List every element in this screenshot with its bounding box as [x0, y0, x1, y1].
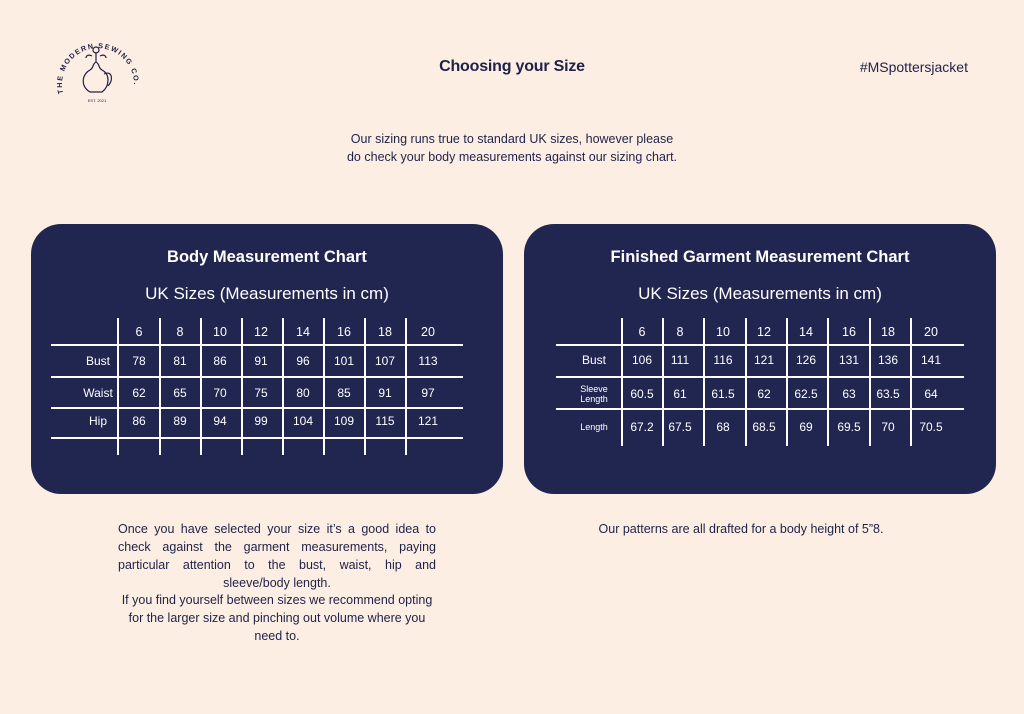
measurement-cell: 86	[132, 414, 146, 428]
table-col-divider	[323, 318, 325, 455]
measurement-cell: 69	[799, 420, 813, 434]
size-header: 6	[135, 325, 143, 339]
table-col-divider	[282, 318, 284, 455]
measurement-cell: 85	[337, 386, 351, 400]
row-label: Length	[580, 422, 608, 432]
measurement-cell: 63	[842, 387, 856, 401]
table-row-divider	[556, 408, 964, 410]
table-col-divider	[159, 318, 161, 455]
measurement-cell: 62	[132, 386, 146, 400]
table-col-divider	[117, 318, 119, 455]
measurement-cell: 91	[378, 386, 392, 400]
measurement-cell: 67.2	[630, 420, 654, 434]
measurement-cell: 69.5	[837, 420, 861, 434]
garment-measurement-table	[524, 224, 996, 494]
measurement-cell: 68	[716, 420, 730, 434]
measurement-cell: 104	[292, 414, 314, 428]
size-header: 16	[842, 325, 856, 339]
measurement-cell: 111	[670, 353, 690, 367]
measurement-cell: 61	[673, 387, 687, 401]
size-header: 14	[799, 325, 813, 339]
measurement-cell: 121	[417, 414, 439, 428]
measurement-cell: 64	[924, 387, 938, 401]
table-row-divider	[51, 376, 463, 378]
measurement-cell: 70.5	[919, 420, 943, 434]
table-col-divider	[662, 318, 664, 446]
garment-chart-title: Finished Garment Measurement Chart	[610, 248, 910, 266]
measurement-cell: 62.5	[794, 387, 818, 401]
row-label: Hip	[88, 414, 108, 428]
measurement-cell: 94	[213, 414, 227, 428]
body-chart-title: Body Measurement Chart	[167, 248, 367, 266]
page-title: Choosing your Size	[439, 58, 585, 75]
measurement-cell: 121	[753, 353, 775, 367]
garment-chart-subtitle: UK Sizes (Measurements in cm)	[638, 284, 882, 303]
measurement-cell: 68.5	[752, 420, 776, 434]
table-col-divider	[200, 318, 202, 455]
measurement-cell: 96	[296, 354, 310, 368]
measurement-cell: 81	[173, 354, 187, 368]
measurement-cell: 113	[418, 354, 438, 368]
body-measurement-table	[31, 224, 503, 494]
note-paragraph-1: Once you have selected your size it’s a good idea to check against the garment measurements, paying particular attention to the bust, waist, hip and sleeve/body length.	[118, 522, 436, 590]
measurement-cell: 99	[254, 414, 268, 428]
measurement-cell: 109	[333, 414, 355, 428]
table-col-divider	[786, 318, 788, 446]
row-label: Sleeve Length	[580, 384, 608, 404]
measurement-cell: 62	[757, 387, 771, 401]
row-label: Bust	[581, 353, 607, 367]
size-header: 8	[176, 325, 184, 339]
measurement-cell: 136	[877, 353, 899, 367]
row-label: Bust	[85, 354, 111, 368]
size-header: 20	[421, 325, 435, 339]
table-col-divider	[241, 318, 243, 455]
measurement-cell: 61.5	[711, 387, 735, 401]
intro-text	[0, 130, 1024, 166]
table-col-divider	[703, 318, 705, 446]
measurement-cell: 97	[421, 386, 435, 400]
measurement-cell: 91	[254, 354, 268, 368]
size-header: 6	[638, 325, 646, 339]
measurement-cell: 86	[213, 354, 227, 368]
measurement-cell: 65	[173, 386, 187, 400]
size-header: 12	[254, 325, 268, 339]
measurement-cell: 131	[838, 353, 860, 367]
table-col-divider	[827, 318, 829, 446]
table-row-divider	[51, 344, 463, 346]
logo-est: EST. 2021	[87, 98, 107, 103]
size-header: 8	[676, 325, 684, 339]
measurement-cell: 107	[374, 354, 396, 368]
size-header: 12	[757, 325, 771, 339]
intro-line-1: Our sizing runs true to standard UK sizes, however please	[350, 132, 674, 146]
size-header: 18	[378, 325, 392, 339]
table-col-divider	[405, 318, 407, 455]
measurement-cell: 116	[713, 353, 733, 367]
measurement-cell: 115	[375, 414, 395, 428]
table-col-divider	[364, 318, 366, 455]
size-header: 18	[881, 325, 895, 339]
measurement-cell: 126	[795, 353, 817, 367]
measurement-cell: 89	[173, 414, 187, 428]
size-header: 10	[716, 325, 730, 339]
size-header: 14	[296, 325, 310, 339]
measurement-cell: 80	[296, 386, 310, 400]
measurement-cell: 70	[881, 420, 895, 434]
size-header: 16	[337, 325, 351, 339]
measurement-cell: 106	[631, 353, 653, 367]
measurement-cell: 141	[920, 353, 942, 367]
intro-line-2: do check your body measurements against our sizing chart.	[346, 150, 678, 164]
measurement-cell: 70	[213, 386, 227, 400]
table-col-divider	[745, 318, 747, 446]
table-row-divider	[556, 344, 964, 346]
measurement-cell: 101	[333, 354, 355, 368]
hashtag: #MSpottersjacket	[859, 59, 968, 75]
measurement-cell: 75	[254, 386, 268, 400]
size-header: 20	[924, 325, 938, 339]
row-label: Waist	[83, 386, 113, 400]
table-row-divider	[51, 407, 463, 409]
table-row-divider	[556, 376, 964, 378]
body-measurement-card	[31, 224, 503, 494]
measurement-cell: 63.5	[876, 387, 900, 401]
garment-measurement-card	[524, 224, 996, 494]
size-header: 10	[213, 325, 227, 339]
measurement-cell: 60.5	[630, 387, 654, 401]
logo-text: THE MODERN SEWING CO.	[54, 41, 142, 95]
table-row-divider	[51, 437, 463, 439]
body-chart-subtitle: UK Sizes (Measurements in cm)	[145, 284, 389, 303]
table-col-divider	[869, 318, 871, 446]
note-paragraph-3: Our patterns are all drafted for a body height of 5”8.	[598, 522, 884, 536]
table-col-divider	[910, 318, 912, 446]
measurement-cell: 67.5	[668, 420, 692, 434]
note-paragraph-2: If you find yourself between sizes we recommend opting for the larger size and pinching out volume where you need to.	[121, 593, 433, 643]
measurement-cell: 78	[132, 354, 146, 368]
table-col-divider	[621, 318, 623, 446]
